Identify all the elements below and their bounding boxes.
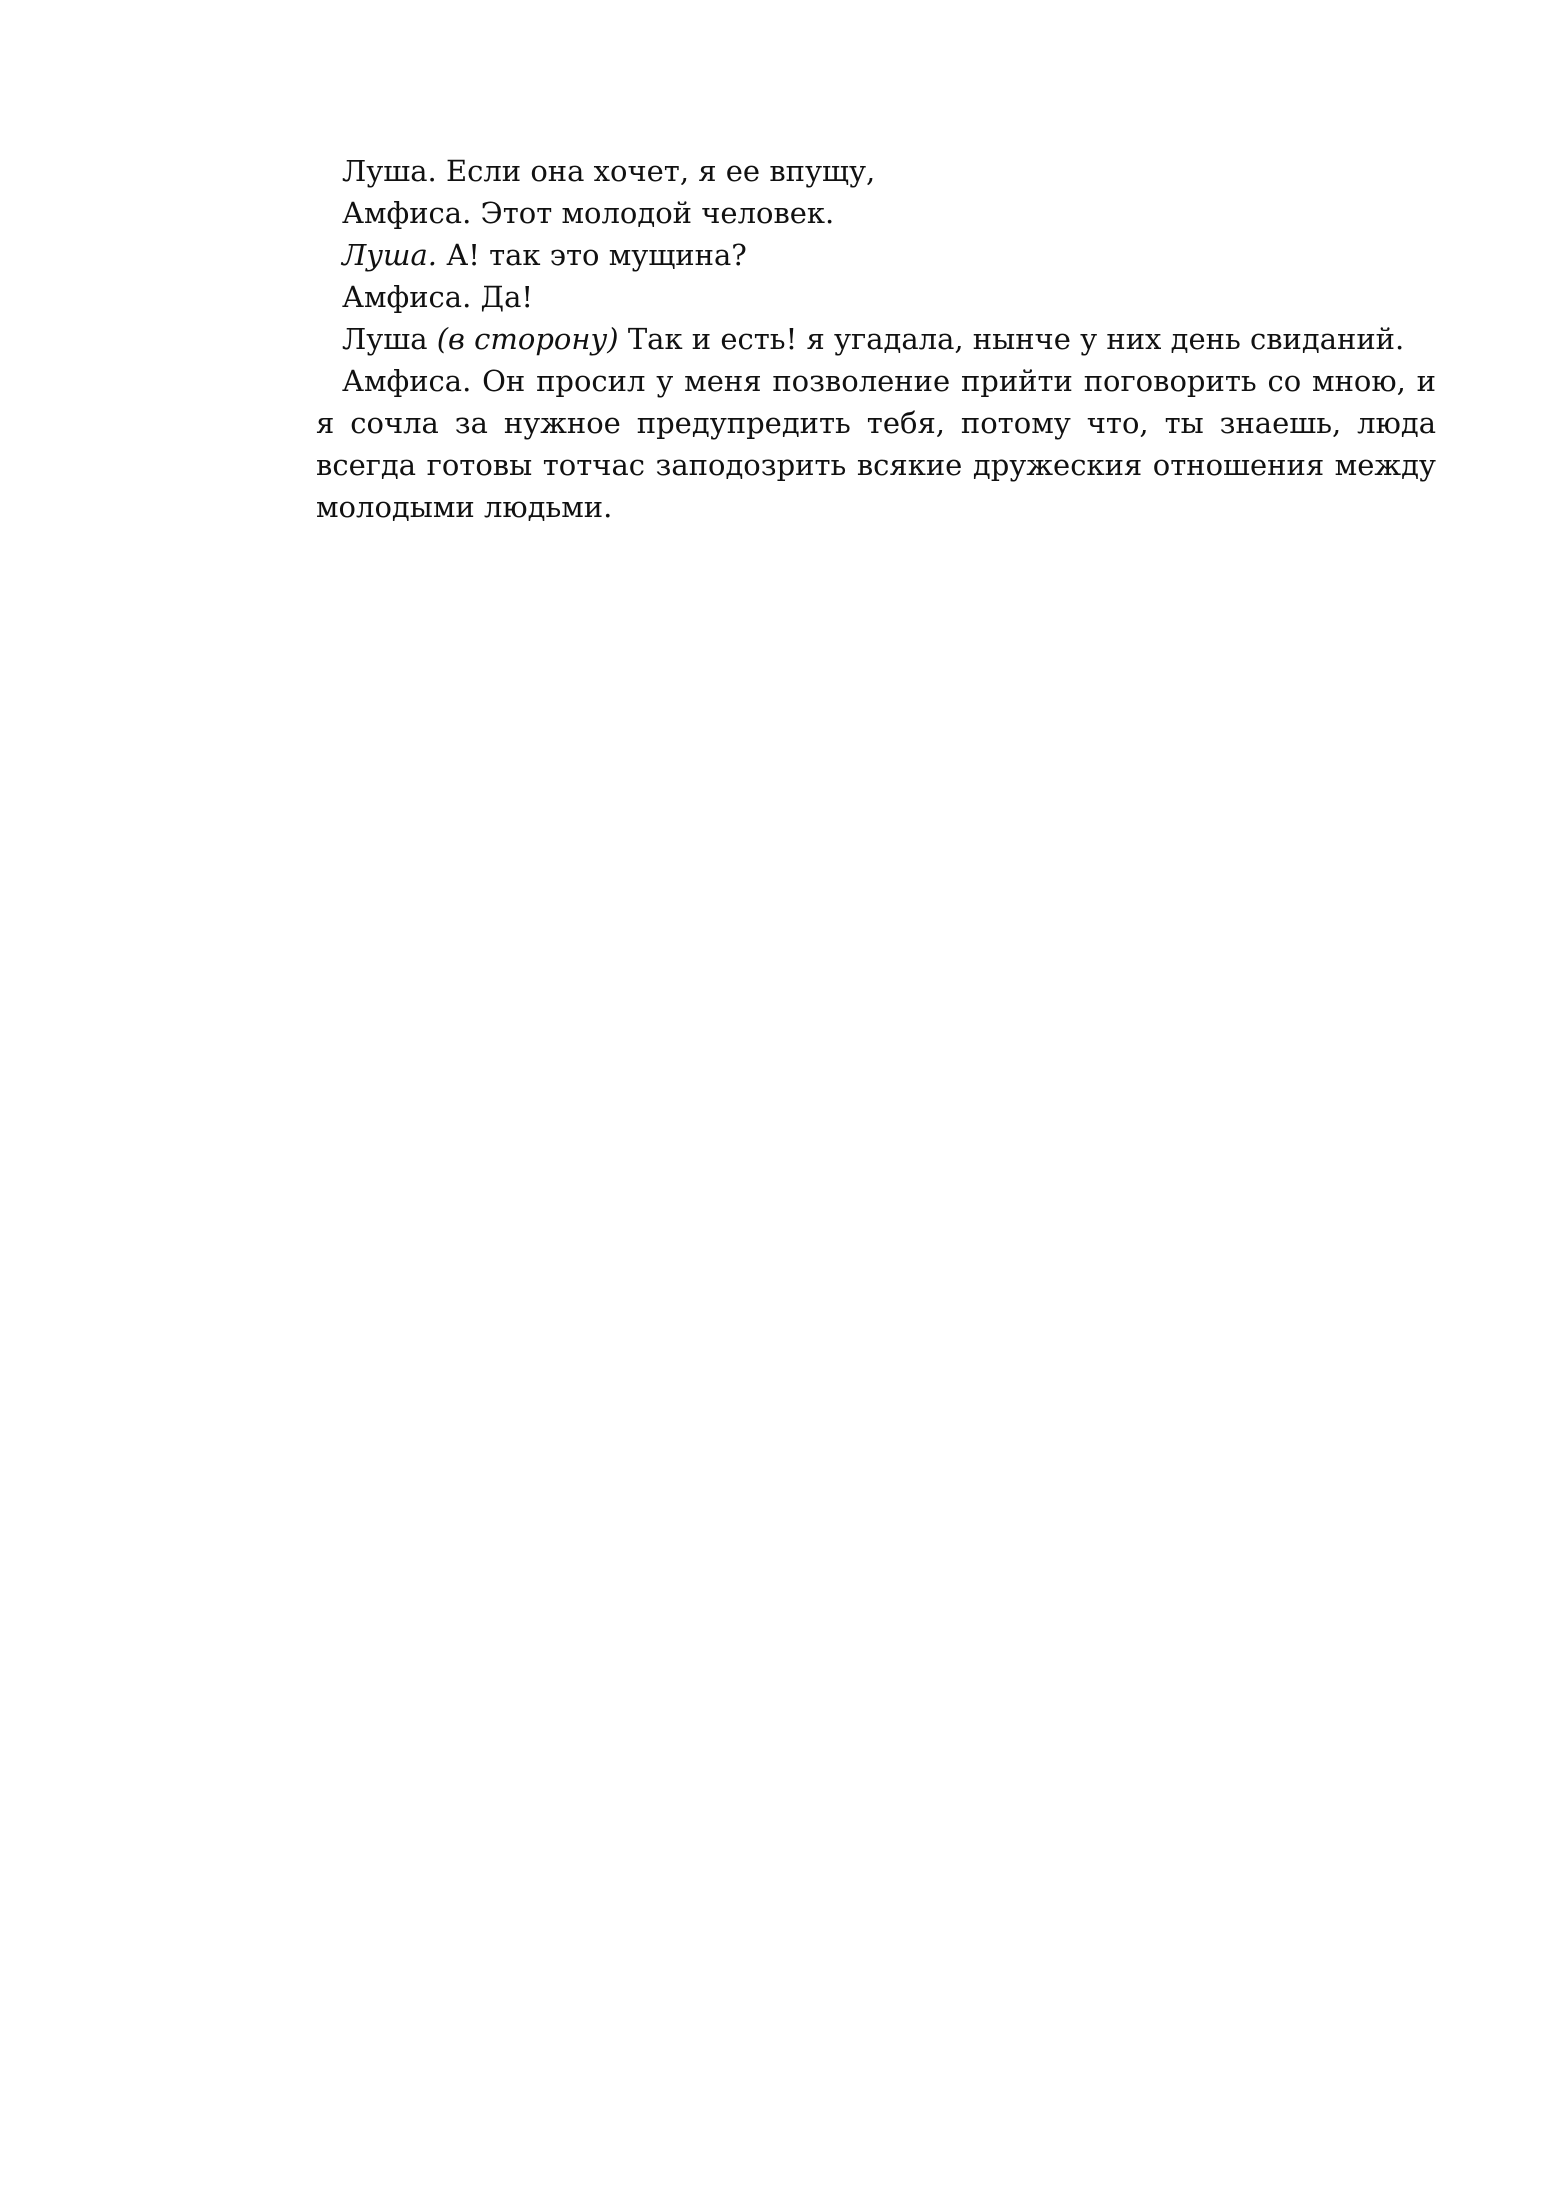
stage-direction: (в сторону) [427,322,619,356]
line-text: Если она хочет, я ее впущу, [436,154,876,188]
line-text: Так и есть! я угадала, нынче у них день свиданий. [618,322,1405,356]
speaker-name: Луша [342,322,428,356]
speaker-name: Луша. [342,238,438,272]
paragraph-text: Он просил у меня позволение прийти поговорить со мною, и я сочла за нужное предупредить тебя, потому что, ты знаешь, люда всегда готовы тотчас заподозрить всякие дружеския отношения между молодыми людьми. [316,364,1436,524]
speaker-name: Луша. [342,154,437,188]
line-text: Да! [471,280,534,314]
speaker-name: Амфиса. [342,364,472,398]
speaker-name: Амфиса. [342,196,472,230]
dialogue-line [316,150,1436,192]
line-text: Этот молодой человек. [471,196,835,230]
dialogue-line [316,318,1436,360]
dialogue-paragraph [316,360,1436,528]
dialogue-line [316,192,1436,234]
play-text [316,150,1436,528]
dialogue-line [316,234,1436,276]
line-text: А! так это мущина? [437,238,747,272]
dialogue-line [316,276,1436,318]
speaker-name: Амфиса. [342,280,472,314]
